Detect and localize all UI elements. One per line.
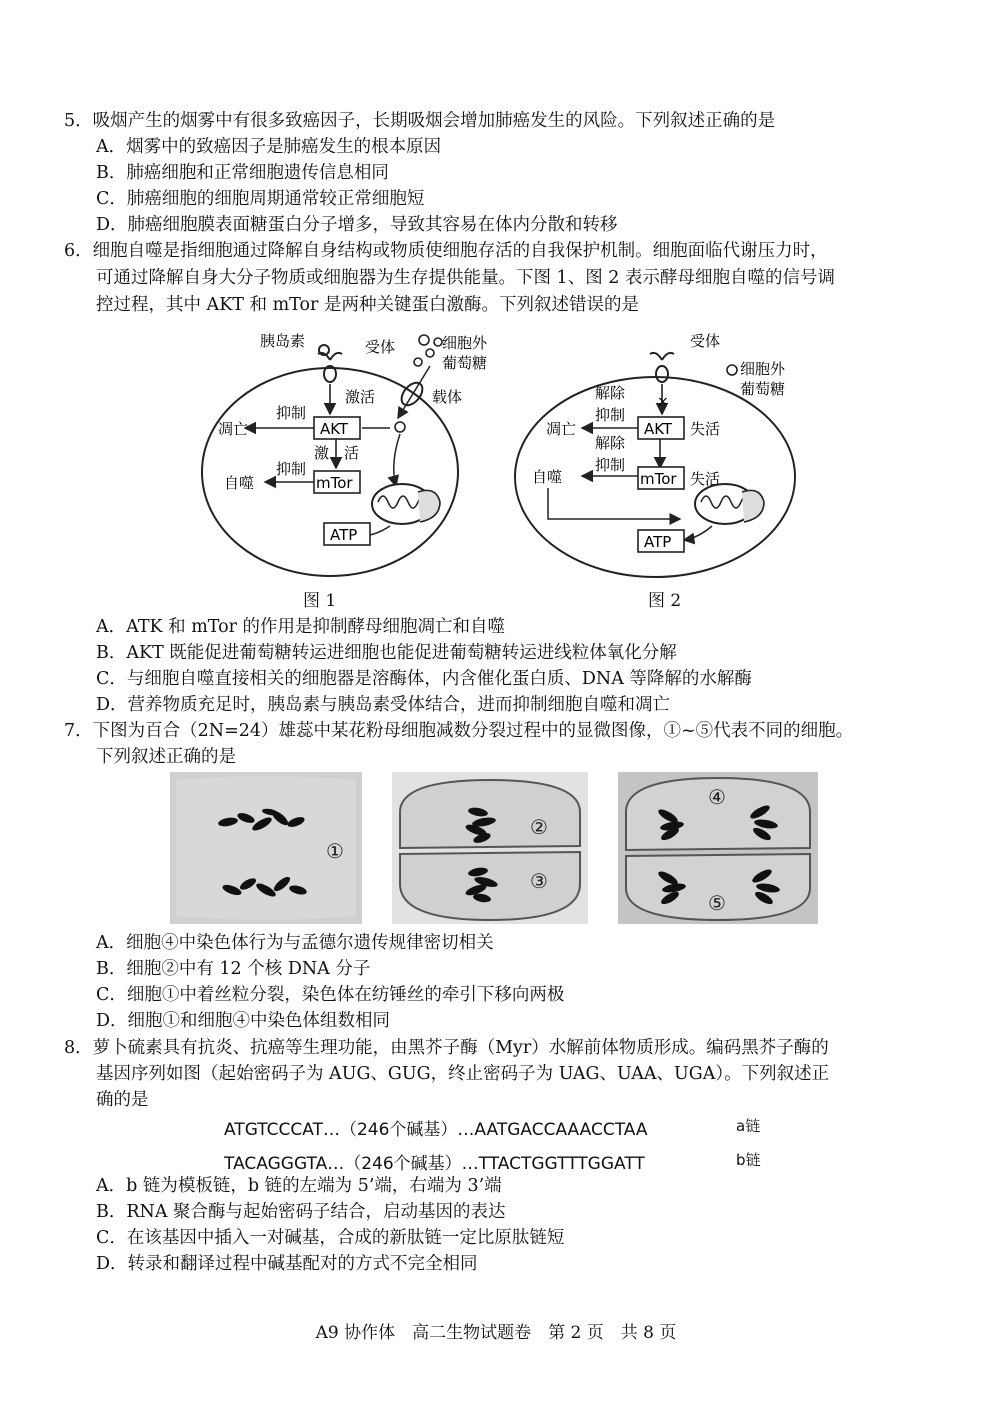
activate-label-2b: 活 [344, 444, 360, 462]
release-label-2a: 解除 [595, 434, 626, 452]
q6-option-c: C．与细胞自噬直接相关的细胞器是溶酶体，内含催化蛋白质、DNA 等降解的水解酶 [96, 669, 752, 689]
q8-option-c: C．在该基因中插入一对碱基，合成的新肽链一定比原肽链短 [96, 1228, 565, 1248]
mtor-label: mTor [640, 470, 677, 488]
q6-stem-line2: 可通过降解自身大分子物质或细胞器为生存提供能量。下图 1、图 2 表示酵母细胞自噬的信号调 [96, 268, 835, 288]
block-mark-icon: × [657, 394, 669, 410]
q5-option-d: D．肺癌细胞膜表面糖蛋白分子增多，导致其容易在体内分散和转移 [96, 215, 618, 235]
q5-stem: 5．吸烟产生的烟雾中有很多致癌因子，长期吸烟会增加肺癌发生的风险。下列叙述正确的是 [64, 111, 776, 131]
q8-option-b: B．RNA 聚合酶与起始密码子结合，启动基因的表达 [96, 1202, 506, 1222]
page-footer: A9 协作体 高二生物试题卷 第 2 页 共 8 页 [315, 1323, 677, 1343]
glucose-label-line1: 细胞外 [740, 360, 786, 378]
atp-label: ATP [330, 526, 358, 544]
q7-stem-line1: 7．下图为百合（2N=24）雄蕊中某花粉母细胞减数分裂过程中的显微图像，①~⑤代表不同的细胞。 [64, 721, 854, 741]
insulin-label: 胰岛素 [260, 332, 306, 350]
release-label-1a: 解除 [595, 384, 626, 402]
figure-2-diagram [500, 322, 810, 584]
apoptosis-label: 凋亡 [546, 420, 577, 438]
activate-label-2a: 激 [314, 444, 330, 462]
sequence-b-label: b链 [736, 1151, 761, 1169]
q8-option-a: A．b 链为模板链，b 链的左端为 5’端，右端为 3’端 [96, 1176, 502, 1196]
activate-label-1: 激活 [345, 388, 376, 406]
release-label-1b: 抑制 [595, 406, 626, 424]
release-label-2b: 抑制 [595, 456, 626, 474]
q5-option-a: A．烟雾中的致癌因子是肺癌发生的根本原因 [96, 137, 442, 157]
cell-label-2: ② [530, 815, 548, 839]
sequence-a-strand: ATGTCCCAT…（246个碱基）…AATGACCAAACCTAA [224, 1120, 648, 1140]
receptor-label: 受体 [365, 338, 396, 356]
q5-option-b: B．肺癌细胞和正常细胞遗传信息相同 [96, 163, 389, 183]
atp-label: ATP [644, 533, 672, 551]
inhibit-label-1: 抑制 [276, 404, 307, 422]
akt-label: AKT [320, 420, 349, 438]
q6-option-a: A．ATK 和 mTor 的作用是抑制酵母细胞凋亡和自噬 [96, 617, 506, 637]
q6-option-d: D．营养物质充足时，胰岛素与胰岛素受体结合，进而抑制细胞自噬和凋亡 [96, 695, 671, 715]
glucose-label-line2: 葡萄糖 [442, 354, 488, 372]
receptor-icon [318, 345, 342, 382]
akt-label: AKT [644, 420, 673, 438]
micrograph-cell-1 [170, 772, 362, 924]
autophagy-label: 自噬 [224, 474, 255, 492]
figure-1-caption: 图 1 [303, 591, 337, 611]
micrograph-cells-4-5 [618, 772, 818, 924]
q6-stem-line1: 6．细胞自噬是指细胞通过降解自身结构或物质使细胞存活的自我保护机制。细胞面临代谢压力时， [64, 241, 828, 261]
q7-option-d: D．细胞①和细胞④中染色体组数相同 [96, 1011, 391, 1031]
sequence-a-label: a链 [736, 1117, 761, 1135]
q7-option-c: C．细胞①中着丝粒分裂，染色体在纺锤丝的牵引下移向两极 [96, 985, 565, 1005]
q7-option-b: B．细胞②中有 12 个核 DNA 分子 [96, 959, 371, 979]
inactive-label-2: 失活 [690, 470, 721, 488]
micrograph-images [170, 772, 820, 927]
mitochondrion-icon [695, 484, 764, 524]
cell-label-1: ① [326, 839, 344, 863]
apoptosis-label: 凋亡 [218, 420, 249, 438]
receptor-label: 受体 [690, 332, 721, 350]
figure-1-diagram [190, 322, 488, 584]
q6-option-b: B．AKT 既能促进葡萄糖转运进细胞也能促进葡萄糖转运进线粒体氧化分解 [96, 643, 677, 663]
sequence-b-strand: TACAGGGTA…（246个碱基）…TTACTGGTTTGGATT [224, 1154, 645, 1174]
micrograph-cells-2-3 [392, 772, 588, 924]
q7-stem-line2: 下列叙述正确的是 [96, 747, 236, 767]
mitochondrion-icon [372, 484, 440, 524]
q5-option-c: C．肺癌细胞的细胞周期通常较正常细胞短 [96, 189, 425, 209]
cell-label-5: ⑤ [708, 891, 726, 915]
q8-stem-line1: 8．萝卜硫素具有抗炎、抗癌等生理功能，由黑芥子酶（Myr）水解前体物质形成。编码黑芥子酶的 [64, 1038, 829, 1058]
q7-option-a: A．细胞④中染色体行为与孟德尔遗传规律密切相关 [96, 933, 494, 953]
q6-stem-line3: 控过程，其中 AKT 和 mTor 是两种关键蛋白激酶。下列叙述错误的是 [96, 295, 639, 315]
autophagy-label: 自噬 [532, 468, 563, 486]
figure-2-caption: 图 2 [648, 591, 682, 611]
glucose-icon [414, 335, 442, 366]
q8-stem-line3: 确的是 [96, 1090, 149, 1110]
inactive-label-1: 失活 [690, 420, 721, 438]
carrier-label: 载体 [432, 388, 463, 406]
q8-option-d: D．转录和翻译过程中碱基配对的方式不完全相同 [96, 1254, 478, 1274]
mtor-label: mTor [316, 474, 353, 492]
glucose-label-line2: 葡萄糖 [740, 380, 786, 398]
q8-stem-line2: 基因序列如图（起始密码子为 AUG、GUG，终止密码子为 UAG、UAA、UGA）。下列叙述正 [96, 1064, 830, 1084]
inhibit-label-2: 抑制 [276, 460, 307, 478]
glucose-icon [727, 365, 737, 375]
cell-label-4: ④ [708, 785, 726, 809]
glucose-label-line1: 细胞外 [442, 334, 488, 352]
cell-label-3: ③ [530, 869, 548, 893]
